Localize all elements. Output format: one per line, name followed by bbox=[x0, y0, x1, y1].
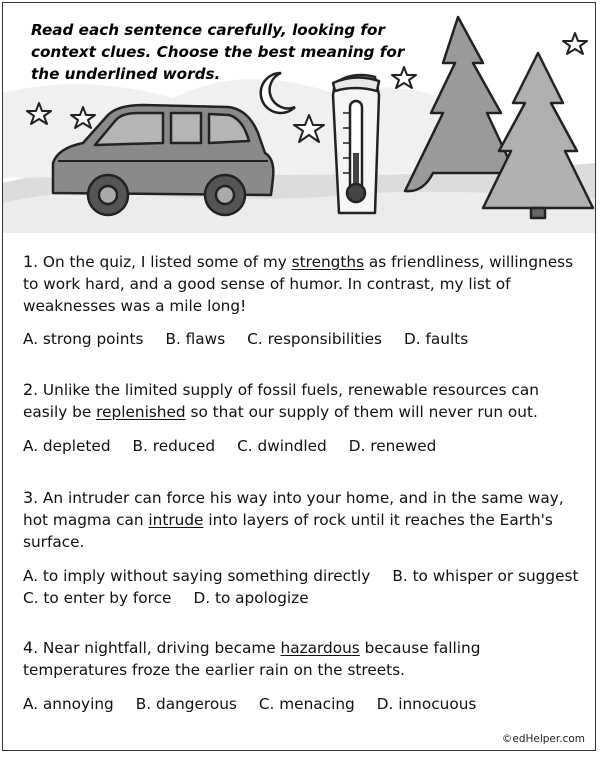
option-c[interactable]: C. responsibilities bbox=[247, 330, 382, 348]
option-d[interactable]: D. renewed bbox=[348, 437, 437, 455]
question-1: 1. On the quiz, I listed some of my strengths as friendliness, willingness to work hard, and a good sense of humor. In contrast, my list of weaknesses was a mile long! bbox=[23, 252, 574, 315]
question-text-before: Near nightfall, driving became bbox=[38, 639, 281, 657]
question-text-after: because falling temperatures froze the earlier rain on the streets. bbox=[23, 639, 481, 679]
pine-tree-icon bbox=[483, 53, 593, 218]
copyright-footer: ©edHelper.com bbox=[501, 733, 585, 745]
option-c[interactable]: C. to enter by force bbox=[23, 589, 172, 607]
thermometer-icon bbox=[333, 75, 379, 213]
option-d[interactable]: D. to apologize bbox=[193, 589, 309, 607]
option-c[interactable]: C. menacing bbox=[258, 695, 355, 713]
option-a[interactable]: A. strong points bbox=[23, 330, 144, 348]
answer-options-4 bbox=[23, 693, 593, 715]
underlined-word: hazardous bbox=[280, 639, 360, 657]
question-text-before: On the quiz, I listed some of my bbox=[38, 253, 292, 271]
underlined-word: intrude bbox=[148, 511, 204, 529]
question-3: 3. An intruder can force his way into your home, and in the same way, hot magma can intrude into layers of rock until it reaches the Earth's surface. bbox=[23, 488, 564, 551]
option-a[interactable]: A. to imply without saying something directly bbox=[23, 567, 371, 585]
option-a[interactable]: A. depleted bbox=[23, 437, 111, 455]
underlined-word: strengths bbox=[291, 253, 365, 271]
star-icon bbox=[563, 33, 587, 54]
underlined-word: replenished bbox=[96, 403, 186, 421]
option-b[interactable]: B. flaws bbox=[165, 330, 226, 348]
question-number: 1 bbox=[23, 252, 34, 271]
option-c[interactable]: C. dwindled bbox=[237, 437, 327, 455]
answer-options-1 bbox=[23, 328, 593, 350]
option-b[interactable]: B. to whisper or suggest bbox=[392, 567, 579, 585]
question-text-before: Unlike the limited supply of fossil fuels, renewable resources can easily be bbox=[23, 381, 539, 421]
answer-options-2 bbox=[23, 435, 593, 457]
instructions-text: Read each sentence carefully, looking for context clues. Choose the best meaning for the underlined words. bbox=[31, 21, 405, 83]
question-text-after: as friendliness, willingness to work hard, and a good sense of humor. In contrast, my list of weaknesses was a mile long! bbox=[23, 253, 574, 315]
option-b[interactable]: B. dangerous bbox=[135, 695, 237, 713]
question-text-after: into layers of rock until it reaches the Earth's surface. bbox=[23, 511, 553, 551]
option-b[interactable]: B. reduced bbox=[132, 437, 216, 455]
question-2: 2. Unlike the limited supply of fossil fuels, renewable resources can easily be replenished so that our supply of them will never run out. bbox=[23, 380, 539, 421]
question-text-after: so that our supply of them will never run out. bbox=[185, 403, 538, 421]
question-number: 4 bbox=[23, 638, 34, 657]
worksheet-page bbox=[2, 2, 596, 751]
question-text-before: An intruder can force his way into your home, and in the same way, hot magma can bbox=[23, 489, 564, 529]
question-number: 3 bbox=[23, 488, 34, 507]
question-4: 4. Near nightfall, driving became hazardous because falling temperatures froze the earlier rain on the streets. bbox=[23, 638, 481, 679]
answer-options-3 bbox=[23, 565, 593, 609]
question-number: 2 bbox=[23, 380, 34, 399]
option-a[interactable]: A. annoying bbox=[23, 695, 114, 713]
option-d[interactable]: D. faults bbox=[403, 330, 469, 348]
option-d[interactable]: D. innocuous bbox=[376, 695, 477, 713]
